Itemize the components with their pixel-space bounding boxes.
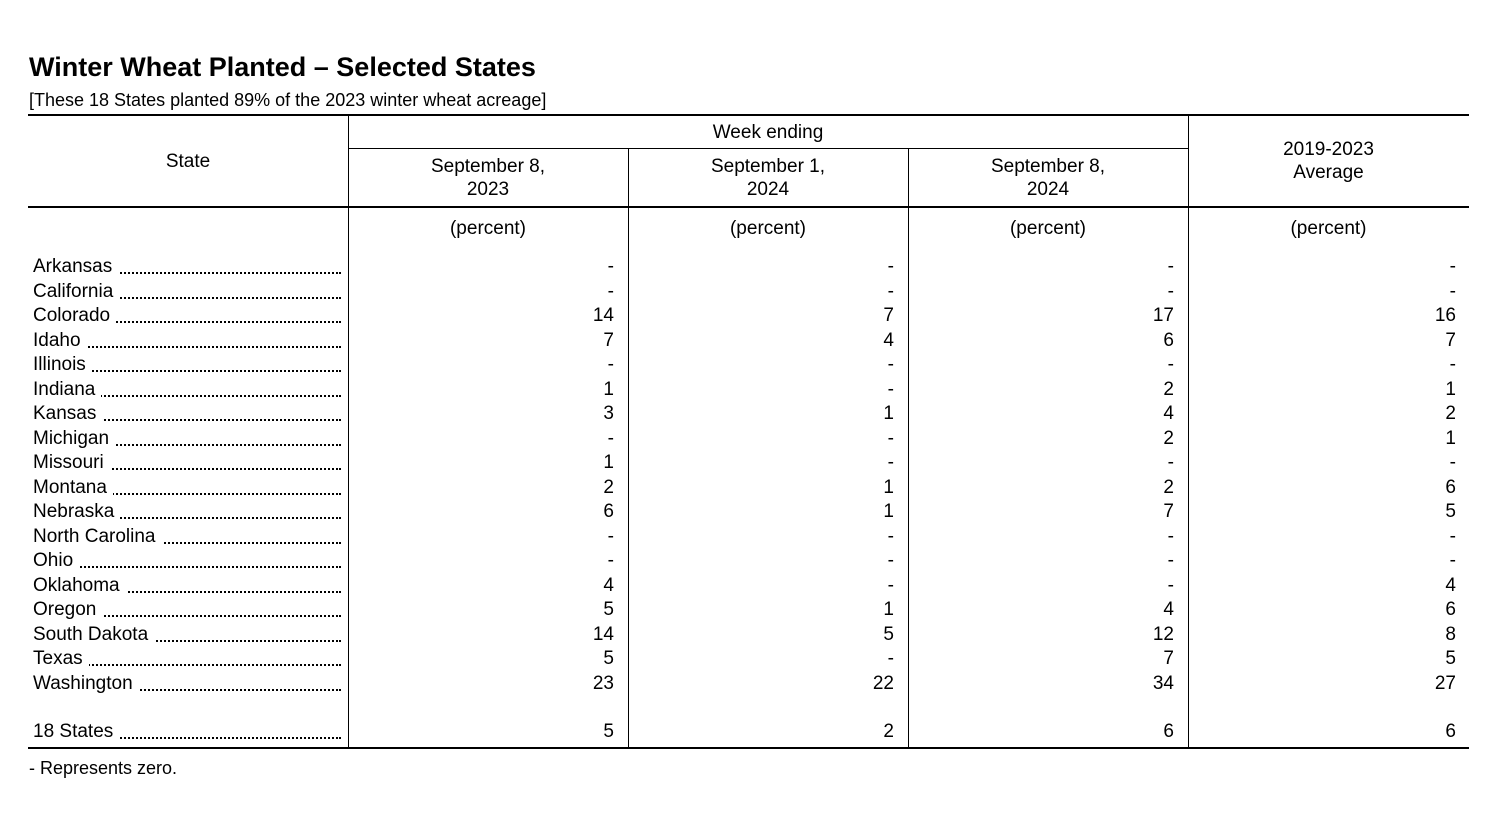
state-name: Ohio [33, 550, 79, 571]
state-name: Oklahoma [33, 575, 126, 596]
table-cell: 16 [1434, 305, 1456, 326]
table-cell: 1 [603, 378, 614, 400]
table-cell: - [607, 427, 614, 449]
total-cell: 6 [1163, 721, 1174, 742]
table-cell: 2 [1445, 403, 1456, 424]
state-name: Texas [33, 648, 89, 669]
state-name: Illinois [33, 354, 92, 375]
table-cell: - [1449, 354, 1456, 375]
table-cell: - [1167, 525, 1174, 547]
table-cell: 1 [883, 476, 894, 498]
state-label [33, 451, 341, 475]
table-cell: 2 [1163, 378, 1174, 400]
state-label [33, 255, 341, 279]
state-name: Washington [33, 673, 139, 694]
table-cell: - [607, 354, 614, 375]
table-cell: 1 [883, 599, 894, 620]
table-cell: - [887, 525, 894, 547]
table-cell: 5 [603, 599, 614, 620]
table-cell: - [607, 550, 614, 571]
state-label [33, 280, 341, 304]
column-header-sep-1-2024: September 1, 2024 [710, 156, 826, 200]
table-cell: 4 [883, 329, 894, 351]
table-cell: - [887, 550, 894, 571]
table-top-rule [28, 114, 1469, 116]
table-cell: 7 [1445, 329, 1456, 351]
state-label [33, 353, 341, 377]
table-cell: 1 [883, 403, 894, 424]
table-cell: 17 [1152, 305, 1174, 326]
table-cell: 2 [1163, 476, 1174, 498]
state-label [33, 598, 341, 622]
state-label [33, 623, 341, 647]
table-cell: 6 [1445, 476, 1456, 498]
table-cell: 7 [603, 329, 614, 351]
table-cell: 22 [872, 672, 894, 694]
page-subtitle: [These 18 States planted 89% of the 2023 winter wheat acreage] [29, 90, 547, 110]
table-cell: - [1449, 525, 1456, 547]
week-ending-header: Week ending [712, 122, 824, 143]
table-cell: 5 [883, 623, 894, 645]
table-cell: - [1167, 452, 1174, 473]
state-name: Michigan [33, 428, 115, 449]
table-cell: - [1167, 550, 1174, 571]
state-label [33, 304, 341, 328]
table-cell: 7 [1163, 501, 1174, 522]
table-cell: - [1449, 452, 1456, 473]
table-cell: - [607, 280, 614, 302]
unit-label: (percent) [729, 218, 807, 239]
total-cell: 5 [603, 721, 614, 742]
total-name: 18 States [33, 721, 119, 742]
state-name: Missouri [33, 452, 110, 473]
table-cell: 1 [1445, 378, 1456, 400]
header-bottom-rule [28, 206, 1469, 208]
table-cell: 4 [1163, 403, 1174, 424]
state-label [33, 574, 341, 598]
table-cell: 1 [883, 501, 894, 522]
state-label [33, 672, 341, 696]
unit-label: (percent) [449, 218, 527, 239]
state-name: Nebraska [33, 501, 120, 522]
state-name: South Dakota [33, 624, 154, 645]
table-cell: 6 [1445, 599, 1456, 620]
table-cell: 2 [603, 476, 614, 498]
table-cell: - [1167, 256, 1174, 277]
state-name: Montana [33, 477, 113, 498]
table-cell: 3 [603, 403, 614, 424]
table-cell: 12 [1152, 623, 1174, 645]
total-row-label [33, 720, 341, 744]
table-cell: 8 [1445, 623, 1456, 645]
total-cell: 6 [1445, 721, 1456, 742]
table-cell: 34 [1152, 672, 1174, 694]
table-cell: 6 [603, 501, 614, 522]
table-cell: 4 [1445, 574, 1456, 596]
table-cell: 14 [592, 623, 614, 645]
column-divider [1188, 114, 1189, 748]
table-cell: - [1449, 280, 1456, 302]
table-cell: - [1449, 550, 1456, 571]
footnote: - Represents zero. [29, 758, 178, 778]
leader-dots [33, 566, 341, 568]
table-cell: - [887, 354, 894, 375]
table-bottom-rule [28, 747, 1469, 749]
table-cell: - [887, 648, 894, 669]
table-cell: 23 [592, 672, 614, 694]
table-cell: - [1167, 354, 1174, 375]
table-cell: 1 [603, 452, 614, 473]
state-label [33, 500, 341, 524]
table-cell: 7 [883, 305, 894, 326]
table-cell: - [607, 256, 614, 277]
total-cell: 2 [883, 721, 894, 742]
table-cell: - [887, 256, 894, 277]
table-cell: 5 [1445, 648, 1456, 669]
unit-label: (percent) [1009, 218, 1087, 239]
table-cell: 27 [1434, 672, 1456, 694]
column-header-sep-8-2024: September 8, 2024 [990, 156, 1106, 200]
state-name: Idaho [33, 330, 87, 351]
state-label [33, 549, 341, 573]
state-name: Oregon [33, 599, 102, 620]
table-cell: 14 [592, 305, 614, 326]
table-cell: - [1449, 256, 1456, 277]
table-cell: 5 [1445, 501, 1456, 522]
state-name: Arkansas [33, 256, 118, 277]
state-name: Kansas [33, 403, 102, 424]
table-cell: 5 [603, 648, 614, 669]
state-label [33, 476, 341, 500]
table-cell: 4 [603, 574, 614, 596]
table-cell: - [887, 280, 894, 302]
table-cell: 6 [1163, 329, 1174, 351]
column-header-average: 2019-2023 Average [1283, 139, 1374, 183]
state-name: California [33, 281, 119, 302]
table-cell: - [1167, 280, 1174, 302]
table-cell: 2 [1163, 427, 1174, 449]
page-title: Winter Wheat Planted – Selected States [29, 52, 536, 82]
table-cell: - [607, 525, 614, 547]
table-cell: - [887, 427, 894, 449]
state-header: State [165, 151, 211, 172]
week-ending-rule [348, 148, 1188, 149]
column-header-sep-8-2023: September 8, 2023 [430, 156, 546, 200]
data-table [28, 114, 1469, 750]
state-name: Colorado [33, 305, 116, 326]
unit-label: (percent) [1290, 218, 1367, 239]
state-name: Indiana [33, 379, 101, 400]
table-cell: - [887, 452, 894, 473]
table-cell: 1 [1445, 427, 1456, 449]
state-label [33, 427, 341, 451]
state-label [33, 525, 341, 549]
state-label [33, 378, 341, 402]
state-label [33, 329, 341, 353]
state-name: North Carolina [33, 526, 162, 547]
table-cell: - [887, 574, 894, 596]
table-cell: 4 [1163, 599, 1174, 620]
column-divider [348, 114, 349, 748]
table-cell: - [1167, 574, 1174, 596]
state-label [33, 402, 341, 426]
table-cell: 7 [1163, 648, 1174, 669]
state-label [33, 647, 341, 671]
table-cell: - [887, 378, 894, 400]
